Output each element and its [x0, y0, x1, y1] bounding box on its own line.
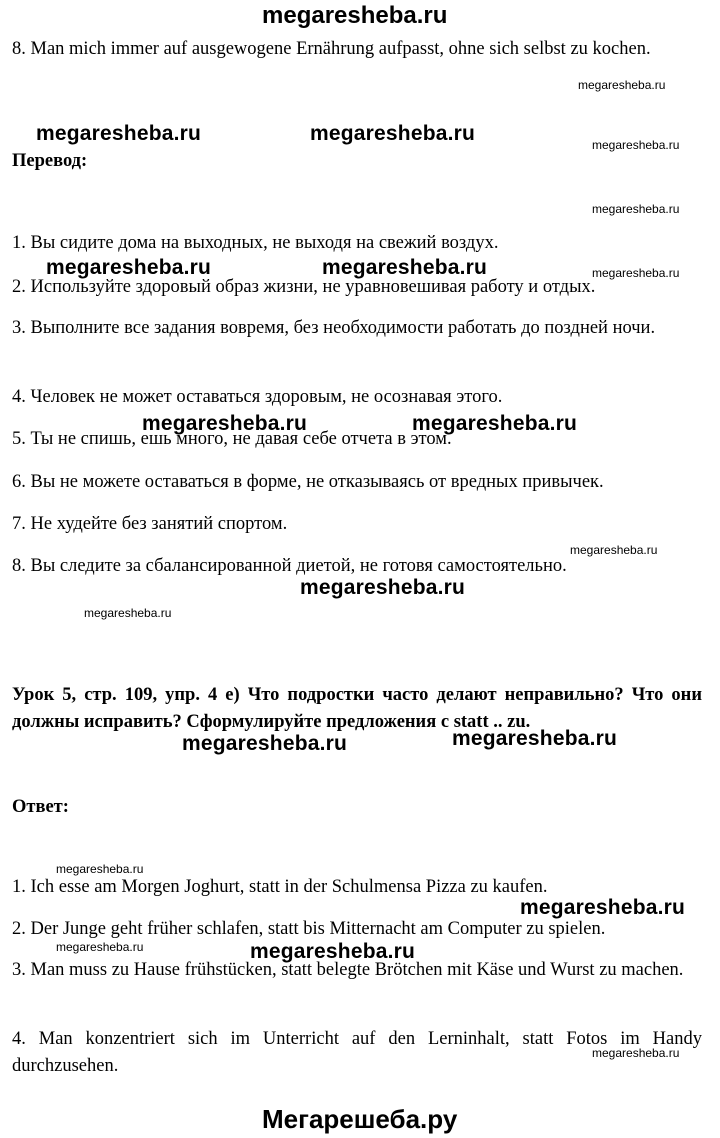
translation-item: 4. Человек не может оставаться здоровым, не осознавая этого.: [12, 387, 503, 407]
translation-item: 6. Вы не можете оставаться в форме, не отказываясь от вредных привычек.: [12, 472, 604, 492]
watermark-large: megaresheba.ru: [412, 412, 578, 435]
translation-item: 7. Не худейте без занятий спортом.: [12, 514, 288, 534]
watermark-large: megaresheba.ru: [46, 256, 212, 279]
watermark-small: megaresheba.ru: [84, 606, 172, 620]
translation-item: 2. Используйте здоровый образ жизни, не уравновешивая работу и отдых.: [12, 277, 596, 297]
watermark-small: megaresheba.ru: [592, 266, 680, 280]
watermark-large: megaresheba.ru: [300, 576, 466, 599]
footer-watermark: Мегарешеба.ру: [262, 1104, 458, 1134]
answer-item: 4. Man konzentriert sich im Unterricht auf den Lerninhalt, statt Fotos im Handy durchzusehen.: [12, 1029, 702, 1076]
translation-heading: Перевод:: [12, 151, 88, 171]
translation-item: 1. Вы сидите дома на выходных, не выходя на свежий воздух.: [12, 233, 499, 253]
watermark-large: megaresheba.ru: [182, 732, 348, 755]
translation-item: 5. Ты не спишь, ешь много, не давая себе отчета в этом.: [12, 429, 452, 449]
answer-item: 3. Man muss zu Hause frühstücken, statt belegte Brötchen mit Käse und Wurst zu machen.: [12, 960, 684, 980]
translation-item: 3. Выполните все задания вовремя, без необходимости работать до поздней ночи.: [12, 318, 656, 338]
task-title: Урок 5, стр. 109, упр. 4 е) Что подростки часто делают неправильно? Что они должны исправить? Сформулируйте предложения с statt .. zu.: [12, 685, 702, 732]
watermark-large: megaresheba.ru: [142, 412, 308, 435]
watermark-small: megaresheba.ru: [570, 543, 658, 557]
watermark-large: megaresheba.ru: [452, 727, 618, 750]
answer-heading: Ответ:: [12, 797, 69, 817]
watermark-large: megaresheba.ru: [250, 940, 416, 963]
watermark-small: megaresheba.ru: [56, 862, 144, 876]
answer-prev-item-8: 8. Man mich immer auf ausgewogene Ernährung aufpasst, ohne sich selbst zu kochen.: [12, 39, 651, 59]
answer-item: 1. Ich esse am Morgen Joghurt, statt in der Schulmensa Pizza zu kaufen.: [12, 877, 548, 897]
watermark-large: megaresheba.ru: [520, 896, 686, 919]
header-watermark: megaresheba.ru: [262, 2, 448, 29]
watermark-large: megaresheba.ru: [36, 122, 202, 145]
watermark-small: megaresheba.ru: [56, 940, 144, 954]
watermark-small: megaresheba.ru: [592, 138, 680, 152]
watermark-small: megaresheba.ru: [578, 78, 666, 92]
watermark-large: megaresheba.ru: [322, 256, 488, 279]
watermark-small: megaresheba.ru: [592, 202, 680, 216]
watermark-small: megaresheba.ru: [592, 1046, 680, 1060]
answer-item: 2. Der Junge geht früher schlafen, statt bis Mitternacht am Computer zu spielen.: [12, 919, 606, 939]
translation-item: 8. Вы следите за сбалансированной диетой, не готовя самостоятельно.: [12, 556, 567, 576]
watermark-large: megaresheba.ru: [310, 122, 476, 145]
